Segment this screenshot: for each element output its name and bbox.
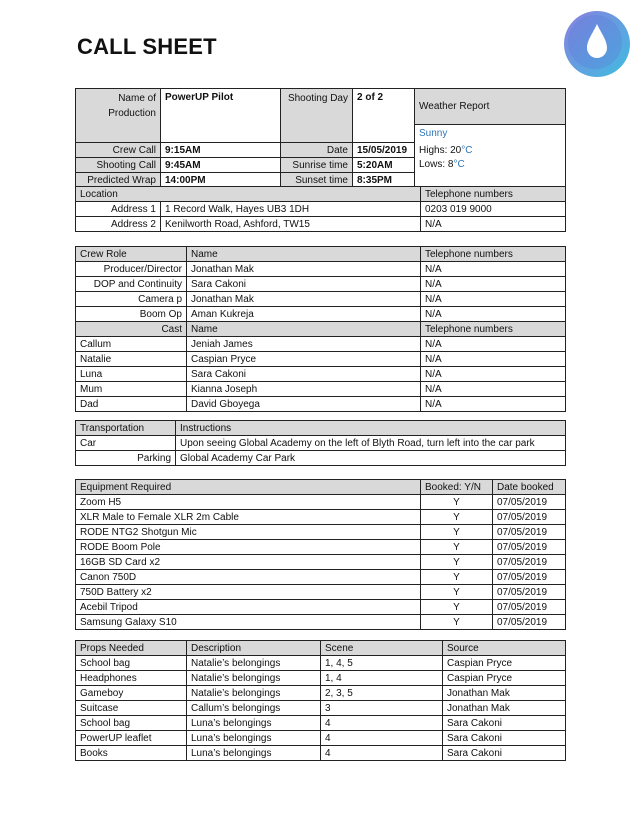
cast-name: Jeniah James — [187, 337, 421, 352]
description-header: Description — [187, 641, 321, 656]
shooting-day: 2 of 2 — [353, 89, 415, 143]
address-phone: N/A — [421, 217, 566, 232]
address-phone: 0203 019 9000 — [421, 202, 566, 217]
cast-name: Kianna Joseph — [187, 382, 421, 397]
transport-instructions: Global Academy Car Park — [176, 451, 566, 466]
crew-role: DOP and Continuity — [76, 277, 187, 292]
highs: Highs: 20°C — [415, 143, 566, 158]
table-row — [76, 510, 566, 525]
booked-value: Y — [421, 600, 493, 615]
scene-header: Scene — [321, 641, 443, 656]
cast-name: Caspian Pryce — [187, 352, 421, 367]
source-header: Source — [443, 641, 566, 656]
crew-name: Jonathan Mak — [187, 262, 421, 277]
sunset-label: Sunset time — [281, 173, 353, 188]
prop-source: Sara Cakoni — [443, 731, 566, 746]
cast-phone: N/A — [421, 337, 566, 352]
table-row — [76, 202, 566, 217]
sunrise-label: Sunrise time — [281, 158, 353, 173]
crew-name: Sara Cakoni — [187, 277, 421, 292]
booked-value: Y — [421, 525, 493, 540]
equipment-item: Acebil Tripod — [76, 600, 421, 615]
table-row — [76, 277, 566, 292]
crew-role-header: Crew Role — [76, 247, 187, 262]
prop-scene: 2, 3, 5 — [321, 686, 443, 701]
date-booked: 07/05/2019 — [493, 615, 566, 630]
date-booked-header: Date booked — [493, 480, 566, 495]
cast-role: Mum — [76, 382, 187, 397]
lows: Lows: 8°C — [415, 158, 566, 188]
date-booked: 07/05/2019 — [493, 540, 566, 555]
table-row — [76, 686, 566, 701]
equipment-item: 16GB SD Card x2 — [76, 555, 421, 570]
crew-role: Producer/Director — [76, 262, 187, 277]
date-booked: 07/05/2019 — [493, 495, 566, 510]
prop-description: Natalie’s belongings — [187, 671, 321, 686]
table-row — [76, 436, 566, 451]
prop-source: Caspian Pryce — [443, 671, 566, 686]
equipment-item: Samsung Galaxy S10 — [76, 615, 421, 630]
table-row — [76, 352, 566, 367]
sunrise-value: 5:20AM — [353, 158, 415, 173]
prop-scene: 1, 4 — [321, 671, 443, 686]
cast-role: Natalie — [76, 352, 187, 367]
cast-role: Callum — [76, 337, 187, 352]
transport-table — [75, 420, 566, 466]
table-row — [76, 731, 566, 746]
equipment-item: XLR Male to Female XLR 2m Cable — [76, 510, 421, 525]
prop-source: Jonathan Mak — [443, 701, 566, 716]
cast-role: Dad — [76, 397, 187, 412]
degree-unit: °C — [453, 158, 465, 170]
prop-scene: 3 — [321, 701, 443, 716]
address-label: Address 2 — [76, 217, 161, 232]
date-booked: 07/05/2019 — [493, 525, 566, 540]
table-row — [76, 570, 566, 585]
transport-mode: Car — [76, 436, 176, 451]
prop-name: School bag — [76, 716, 187, 731]
wrap-label: Predicted Wrap — [76, 173, 161, 188]
crew-name-header: Name — [187, 247, 421, 262]
crew-role: Boom Op — [76, 307, 187, 322]
prop-description: Luna’s belongings — [187, 716, 321, 731]
weather-report-label: Weather Report — [415, 89, 566, 125]
shooting-day-label: Shooting Day — [281, 89, 353, 143]
date-booked: 07/05/2019 — [493, 510, 566, 525]
transport-header: Transportation — [76, 421, 176, 436]
prop-name: PowerUP leaflet — [76, 731, 187, 746]
booked-header: Booked: Y/N — [421, 480, 493, 495]
crew-phone: N/A — [421, 307, 566, 322]
booked-value: Y — [421, 495, 493, 510]
date-booked: 07/05/2019 — [493, 570, 566, 585]
water-drop-icon — [562, 9, 632, 79]
table-row — [76, 337, 566, 352]
table-row — [76, 600, 566, 615]
table-row — [76, 262, 566, 277]
crew-call-value: 9:15AM — [161, 143, 281, 158]
crew-call-label: Crew Call — [76, 143, 161, 158]
date-booked: 07/05/2019 — [493, 555, 566, 570]
degree-unit: °C — [461, 144, 473, 156]
table-row — [76, 585, 566, 600]
prop-scene: 4 — [321, 746, 443, 761]
table-row — [76, 525, 566, 540]
table-row — [76, 671, 566, 686]
booked-value: Y — [421, 555, 493, 570]
address-label: Address 1 — [76, 202, 161, 217]
table-row — [76, 615, 566, 630]
prop-description: Natalie’s belongings — [187, 686, 321, 701]
table-row — [76, 746, 566, 761]
cast-phone-header: Telephone numbers — [421, 322, 566, 337]
date-booked: 07/05/2019 — [493, 600, 566, 615]
sunset-value: 8:35PM — [353, 173, 415, 188]
equipment-item: RODE NTG2 Shotgun Mic — [76, 525, 421, 540]
props-header: Props Needed — [76, 641, 187, 656]
booked-value: Y — [421, 585, 493, 600]
table-row — [76, 656, 566, 671]
production-name-label: Name of Production — [76, 89, 161, 143]
prop-source: Caspian Pryce — [443, 656, 566, 671]
production-info-table — [75, 88, 566, 188]
cast-phone: N/A — [421, 382, 566, 397]
crew-role: Camera p — [76, 292, 187, 307]
prop-source: Sara Cakoni — [443, 716, 566, 731]
crew-phone: N/A — [421, 292, 566, 307]
table-row — [76, 397, 566, 412]
crew-cast-table — [75, 246, 566, 412]
booked-value: Y — [421, 570, 493, 585]
crew-name: Aman Kukreja — [187, 307, 421, 322]
equipment-item: Zoom H5 — [76, 495, 421, 510]
prop-name: Books — [76, 746, 187, 761]
table-row — [76, 495, 566, 510]
booked-value: Y — [421, 510, 493, 525]
prop-scene: 4 — [321, 731, 443, 746]
date-booked: 07/05/2019 — [493, 585, 566, 600]
prop-source: Sara Cakoni — [443, 746, 566, 761]
booked-value: Y — [421, 615, 493, 630]
prop-name: Suitcase — [76, 701, 187, 716]
address-value: Kenilworth Road, Ashford, TW15 — [161, 217, 421, 232]
shooting-call-label: Shooting Call — [76, 158, 161, 173]
location-table — [75, 186, 566, 232]
table-row — [76, 701, 566, 716]
prop-name: Headphones — [76, 671, 187, 686]
prop-source: Jonathan Mak — [443, 686, 566, 701]
crew-phone: N/A — [421, 277, 566, 292]
date-value: 15/05/2019 — [353, 143, 415, 158]
table-row — [76, 307, 566, 322]
wrap-value: 14:00PM — [161, 173, 281, 188]
prop-name: Gameboy — [76, 686, 187, 701]
shooting-call-value: 9:45AM — [161, 158, 281, 173]
prop-scene: 1, 4, 5 — [321, 656, 443, 671]
table-row — [76, 555, 566, 570]
table-row — [76, 292, 566, 307]
cast-header: Cast — [76, 322, 187, 337]
weather-value: Sunny — [415, 125, 566, 143]
cast-name: Sara Cakoni — [187, 367, 421, 382]
instructions-header: Instructions — [176, 421, 566, 436]
equipment-header: Equipment Required — [76, 480, 421, 495]
table-row — [76, 716, 566, 731]
props-table — [75, 640, 566, 761]
cast-phone: N/A — [421, 397, 566, 412]
cast-name-header: Name — [187, 322, 421, 337]
crew-phone-header: Telephone numbers — [421, 247, 566, 262]
crew-phone: N/A — [421, 262, 566, 277]
prop-description: Luna’s belongings — [187, 731, 321, 746]
location-phone-header: Telephone numbers — [421, 187, 566, 202]
table-row — [76, 540, 566, 555]
date-label: Date — [281, 143, 353, 158]
transport-instructions: Upon seeing Global Academy on the left of Blyth Road, turn left into the car park — [176, 436, 566, 451]
prop-scene: 4 — [321, 716, 443, 731]
equipment-table — [75, 479, 566, 630]
equipment-item: RODE Boom Pole — [76, 540, 421, 555]
table-row — [76, 382, 566, 397]
cast-phone: N/A — [421, 352, 566, 367]
prop-description: Luna’s belongings — [187, 746, 321, 761]
cast-name: David Gboyega — [187, 397, 421, 412]
page-title: CALL SHEET — [77, 34, 217, 59]
cast-role: Luna — [76, 367, 187, 382]
table-row — [76, 367, 566, 382]
equipment-item: Canon 750D — [76, 570, 421, 585]
location-header: Location — [76, 187, 421, 202]
production-name: PowerUP Pilot — [161, 89, 281, 143]
booked-value: Y — [421, 540, 493, 555]
crew-name: Jonathan Mak — [187, 292, 421, 307]
table-row — [76, 217, 566, 232]
cast-phone: N/A — [421, 367, 566, 382]
prop-description: Callum’s belongings — [187, 701, 321, 716]
address-value: 1 Record Walk, Hayes UB3 1DH — [161, 202, 421, 217]
prop-name: School bag — [76, 656, 187, 671]
prop-description: Natalie’s belongings — [187, 656, 321, 671]
equipment-item: 750D Battery x2 — [76, 585, 421, 600]
table-row — [76, 451, 566, 466]
transport-mode: Parking — [76, 451, 176, 466]
